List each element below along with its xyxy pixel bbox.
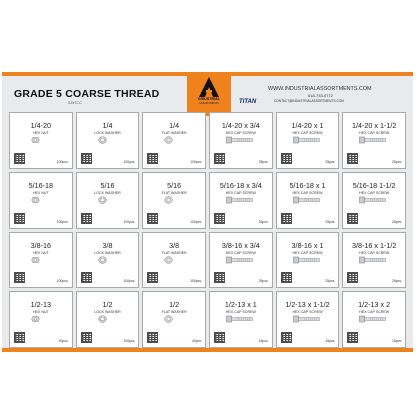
hex-cap-screw-icon bbox=[226, 136, 254, 144]
item-quantity: 40pcs. bbox=[192, 339, 202, 343]
item-type: HEX CAP SCREW bbox=[359, 310, 390, 315]
item-grid bbox=[9, 112, 406, 348]
qr-code-icon bbox=[147, 272, 158, 283]
item-type: HEX CAP SCREW bbox=[292, 190, 323, 195]
hex-cap-screw-icon bbox=[293, 256, 321, 264]
hex-nut-icon bbox=[31, 197, 40, 203]
item-size: 1/2 bbox=[102, 300, 113, 310]
item-quantity: 100pcs. bbox=[56, 219, 69, 224]
item-cell bbox=[209, 291, 273, 348]
qr-code-icon bbox=[347, 332, 358, 343]
qr-code-icon bbox=[347, 272, 358, 283]
website-url: WWW.INDUSTRIALASSORTMENTS.COM bbox=[268, 86, 372, 92]
item-type: LOCK WASHER bbox=[94, 250, 121, 255]
flat-washer-icon bbox=[164, 256, 173, 264]
item-cell bbox=[342, 172, 406, 229]
item-type: LOCK WASHER bbox=[94, 310, 121, 315]
item-cell bbox=[342, 291, 406, 348]
item-size: 3/8 bbox=[102, 240, 113, 250]
item-quantity: 15pcs. bbox=[258, 339, 269, 343]
item-size: 1/2-13 x 1-1/2 bbox=[285, 300, 330, 310]
item-size: 1/2 bbox=[169, 300, 180, 310]
hex-cap-screw-icon bbox=[359, 136, 387, 144]
item-size: 1/4-20 bbox=[30, 121, 52, 130]
item-quantity: 25pcs. bbox=[392, 279, 402, 284]
item-cell bbox=[342, 112, 406, 169]
flat-washer-icon bbox=[164, 136, 173, 144]
qr-code-icon bbox=[147, 332, 158, 343]
item-quantity: 25pcs. bbox=[258, 219, 269, 224]
item-size: 1/2-13 x 1 bbox=[224, 300, 257, 310]
item-quantity: 100pcs. bbox=[190, 219, 202, 224]
item-size: 5/16 bbox=[167, 180, 182, 190]
item-type: HEX NUT bbox=[32, 310, 49, 315]
product-code: SZ#TCC bbox=[68, 101, 82, 105]
item-quantity: 25pcs. bbox=[325, 219, 336, 224]
item-cell bbox=[142, 172, 206, 229]
flat-washer-icon bbox=[164, 196, 173, 204]
item-type: HEX CAP SCREW bbox=[225, 310, 256, 315]
qr-code-icon bbox=[214, 213, 225, 224]
item-cell bbox=[276, 172, 340, 229]
item-type: HEX CAP SCREW bbox=[359, 190, 390, 195]
titan-brand-mark: TITAN bbox=[239, 99, 257, 105]
qr-code-icon bbox=[214, 153, 225, 164]
item-type: HEX CAP SCREW bbox=[225, 250, 256, 255]
item-quantity: 100pcs. bbox=[190, 279, 202, 284]
qr-code-icon bbox=[347, 153, 358, 164]
logo-text-assortments: ASSORTMENTS bbox=[199, 102, 219, 105]
hex-nut-icon bbox=[31, 316, 40, 322]
item-cell bbox=[209, 172, 273, 229]
item-cell bbox=[276, 232, 340, 289]
item-type: HEX NUT bbox=[32, 131, 49, 135]
hex-cap-screw-icon bbox=[226, 256, 254, 264]
item-quantity: 15pcs. bbox=[392, 339, 402, 343]
qr-code-icon bbox=[14, 332, 25, 343]
qr-code-icon bbox=[214, 332, 225, 343]
item-size: 3/8-16 bbox=[30, 240, 52, 250]
item-quantity: 25pcs. bbox=[325, 159, 336, 164]
item-cell bbox=[76, 232, 140, 289]
item-quantity: 100pcs. bbox=[123, 339, 136, 343]
item-cell bbox=[209, 232, 273, 289]
qr-code-icon bbox=[281, 272, 292, 283]
qr-code-icon bbox=[14, 272, 25, 283]
lock-washer-icon bbox=[98, 196, 107, 204]
item-type: HEX CAP SCREW bbox=[225, 190, 256, 195]
item-type: HEX CAP SCREW bbox=[225, 131, 256, 135]
item-cell bbox=[9, 112, 73, 169]
item-type: LOCK WASHER bbox=[94, 190, 121, 195]
qr-code-icon bbox=[214, 272, 225, 283]
item-type: HEX NUT bbox=[32, 250, 49, 255]
item-size: 1/4-20 x 1 bbox=[291, 121, 324, 130]
hex-cap-screw-icon bbox=[226, 315, 254, 323]
item-size: 3/8-16 x 3/4 bbox=[221, 240, 260, 250]
item-size: 5/16-18 bbox=[28, 180, 54, 190]
item-size: 5/16-18 1-1/2 bbox=[352, 180, 396, 190]
item-quantity: 25pcs. bbox=[258, 279, 269, 284]
item-cell bbox=[76, 112, 140, 169]
item-cell bbox=[9, 232, 73, 289]
item-quantity: 15pcs. bbox=[325, 339, 336, 343]
item-size: 1/2-13 bbox=[30, 300, 52, 310]
item-size: 1/2-13 x 2 bbox=[358, 300, 391, 310]
item-type: FLAT WASHER bbox=[161, 310, 187, 315]
hex-cap-screw-icon bbox=[293, 136, 321, 144]
qr-code-icon bbox=[281, 332, 292, 343]
item-cell bbox=[276, 291, 340, 348]
item-size: 5/16 bbox=[100, 180, 115, 190]
item-type: HEX CAP SCREW bbox=[292, 310, 323, 315]
item-quantity: 25pcs. bbox=[258, 159, 269, 164]
item-cell bbox=[9, 172, 73, 229]
item-cell bbox=[76, 291, 140, 348]
qr-code-icon bbox=[281, 213, 292, 224]
item-quantity: 25pcs. bbox=[392, 219, 402, 224]
item-quantity: 40pcs. bbox=[58, 339, 69, 343]
item-size: 5/16-18 x 1 bbox=[289, 180, 326, 190]
item-size: 1/4-20 x 3/4 bbox=[221, 121, 260, 130]
logo-a-icon bbox=[198, 76, 220, 98]
lock-washer-icon bbox=[98, 315, 107, 323]
item-quantity: 100pcs. bbox=[123, 279, 136, 284]
lock-washer-icon bbox=[98, 256, 107, 264]
item-quantity: 100pcs. bbox=[190, 159, 202, 164]
hex-cap-screw-icon bbox=[293, 196, 321, 204]
item-cell bbox=[142, 232, 206, 289]
lock-washer-icon bbox=[98, 136, 107, 144]
item-quantity: 100pcs. bbox=[56, 279, 69, 284]
item-size: 3/8-16 x 1-1/2 bbox=[351, 240, 397, 250]
qr-code-icon bbox=[147, 153, 158, 164]
item-type: HEX NUT bbox=[32, 190, 49, 195]
item-cell bbox=[142, 112, 206, 169]
item-quantity: 100pcs. bbox=[123, 159, 136, 164]
page-title: GRADE 5 COARSE THREAD bbox=[14, 88, 160, 100]
qr-code-icon bbox=[81, 272, 92, 283]
hex-cap-screw-icon bbox=[293, 315, 321, 323]
item-cell bbox=[276, 112, 340, 169]
item-size: 3/8 bbox=[169, 240, 180, 250]
contact-email: CONTACT@INDUSTRIALASSORTMENTS.COM bbox=[274, 99, 344, 103]
phone-number: 618-733-0772 bbox=[308, 93, 333, 98]
item-quantity: 25pcs. bbox=[325, 279, 336, 284]
item-quantity: 100pcs. bbox=[56, 159, 69, 164]
flat-washer-icon bbox=[164, 315, 173, 323]
hex-cap-screw-icon bbox=[226, 196, 254, 204]
item-type: FLAT WASHER bbox=[161, 190, 187, 195]
brand-logo bbox=[187, 72, 231, 116]
item-type: HEX CAP SCREW bbox=[359, 250, 390, 255]
item-type: HEX CAP SCREW bbox=[359, 131, 390, 135]
hex-cap-screw-icon bbox=[359, 315, 387, 323]
item-type: HEX CAP SCREW bbox=[292, 131, 323, 135]
item-type: HEX CAP SCREW bbox=[292, 250, 323, 255]
assortment-label-sheet bbox=[2, 72, 413, 352]
qr-code-icon bbox=[347, 213, 358, 224]
item-type: LOCK WASHER bbox=[94, 131, 121, 135]
qr-code-icon bbox=[281, 153, 292, 164]
item-size: 5/16-18 x 3/4 bbox=[219, 180, 262, 190]
item-size: 1/4 bbox=[169, 121, 180, 130]
hex-nut-icon bbox=[31, 257, 40, 263]
item-type: FLAT WASHER bbox=[161, 250, 187, 255]
item-size: 1/4 bbox=[102, 121, 113, 130]
item-cell bbox=[9, 291, 73, 348]
qr-code-icon bbox=[81, 213, 92, 224]
item-quantity: 100pcs. bbox=[123, 219, 136, 224]
item-cell bbox=[209, 112, 273, 169]
qr-code-icon bbox=[147, 213, 158, 224]
item-quantity: 25pcs. bbox=[392, 159, 402, 164]
hex-cap-screw-icon bbox=[359, 256, 387, 264]
item-cell bbox=[76, 172, 140, 229]
hex-cap-screw-icon bbox=[359, 196, 387, 204]
item-cell bbox=[342, 232, 406, 289]
qr-code-icon bbox=[14, 153, 25, 164]
logo-text-industrial: INDUSTRIAL bbox=[198, 97, 220, 101]
qr-code-icon bbox=[81, 332, 92, 343]
item-type: FLAT WASHER bbox=[161, 131, 187, 135]
qr-code-icon bbox=[14, 213, 25, 224]
item-size: 3/8-16 x 1 bbox=[291, 240, 324, 250]
item-cell bbox=[142, 291, 206, 348]
item-size: 1/4-20 x 1-1/2 bbox=[351, 121, 397, 130]
hex-nut-icon bbox=[31, 137, 40, 143]
qr-code-icon bbox=[81, 153, 92, 164]
